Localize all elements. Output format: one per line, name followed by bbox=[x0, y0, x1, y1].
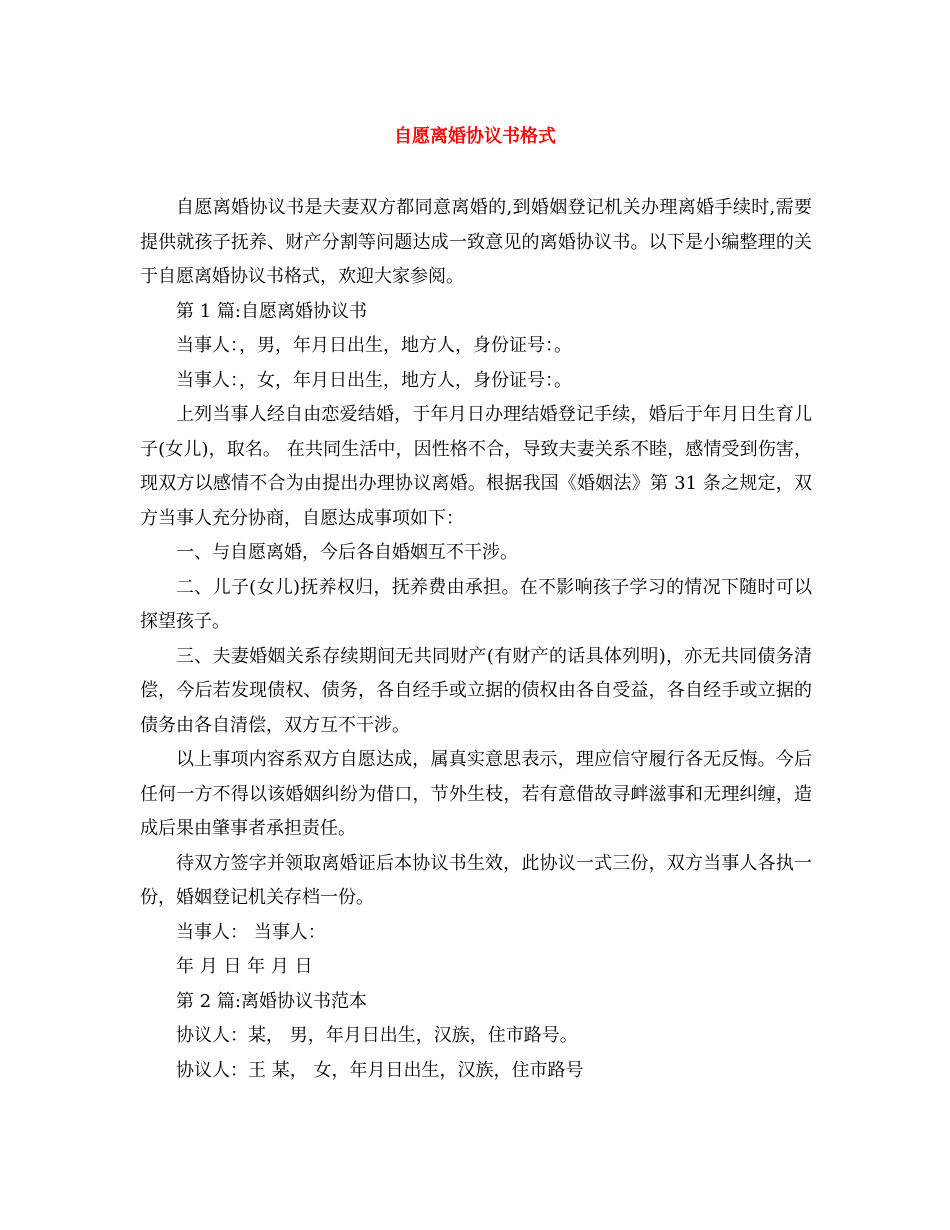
clause-2: 二、儿子(女儿)抚养权归，抚养费由承担。在不影响孩子学习的情况下随时可以探望孩子。 bbox=[140, 576, 812, 632]
signature-line: 当事人： 当事人： bbox=[176, 921, 326, 943]
section-heading-1: 第 1 篇:自愿离婚协议书 bbox=[176, 300, 367, 322]
date-line: 年 月 日 年 月 日 bbox=[176, 956, 313, 977]
document-body bbox=[140, 191, 812, 1088]
validity-paragraph: 待双方签字并领取离婚证后本协议书生效，此协议一式三份，双方当事人各执一份，婚姻登记机关存档一份。 bbox=[140, 852, 812, 908]
document-title: 自愿离婚协议书格式 bbox=[394, 126, 556, 147]
agreement-party-2: 协议人：王 某， 女，年月日出生，汉族，住市路号 bbox=[176, 1059, 584, 1081]
statement-paragraph: 以上事项内容系双方自愿达成，属真实意思表示，理应信守履行各无反悔。今后任何一方不得以该婚姻纠纷为借口，节外生枝，若有意借故寻衅滋事和无理纠缠，造成后果由肇事者承担责任。 bbox=[140, 749, 812, 839]
party-line-female: 当事人：，女，年月日出生，地方人，身份证号：。 bbox=[176, 369, 572, 391]
clause-1: 一、与自愿离婚，今后各自婚姻互不干涉。 bbox=[176, 542, 518, 563]
party-line-male: 当事人：，男，年月日出生，地方人，身份证号：。 bbox=[176, 335, 572, 356]
agreement-party-1: 协议人：某， 男，年月日出生，汉族，住市路号。 bbox=[176, 1025, 578, 1046]
background-paragraph: 上列当事人经自由恋爱结婚，于年月日办理结婚登记手续，婚后于年月日生育儿子(女儿)，取名。 在共同生活中，因性格不合，导致夫妻关系不睦，感情受到伤害，现双方以感情不合为由提出办理协议离婚。根据我国《婚姻法》第 31 条之规定，双方当事人充分协商，自愿达成事项如下： bbox=[140, 404, 812, 529]
section-heading-2: 第 2 篇:离婚协议书范本 bbox=[176, 990, 367, 1012]
intro-paragraph: 自愿离婚协议书是夫妻双方都同意离婚的,到婚姻登记机关办理离婚手续时,需要提供就孩子抚养、财产分割等问题达成一致意见的离婚协议书。以下是小编整理的关于自愿离婚协议书格式，欢迎大家参阅。 bbox=[140, 197, 812, 287]
clause-3: 三、夫妻婚姻关系存续期间无共同财产(有财产的话具体列明)，亦无共同债务清偿，今后若发现债权、债务，各自经手或立据的债权由各自受益，各自经手或立据的债务由各自清偿，双方互不干涉。 bbox=[140, 645, 812, 736]
